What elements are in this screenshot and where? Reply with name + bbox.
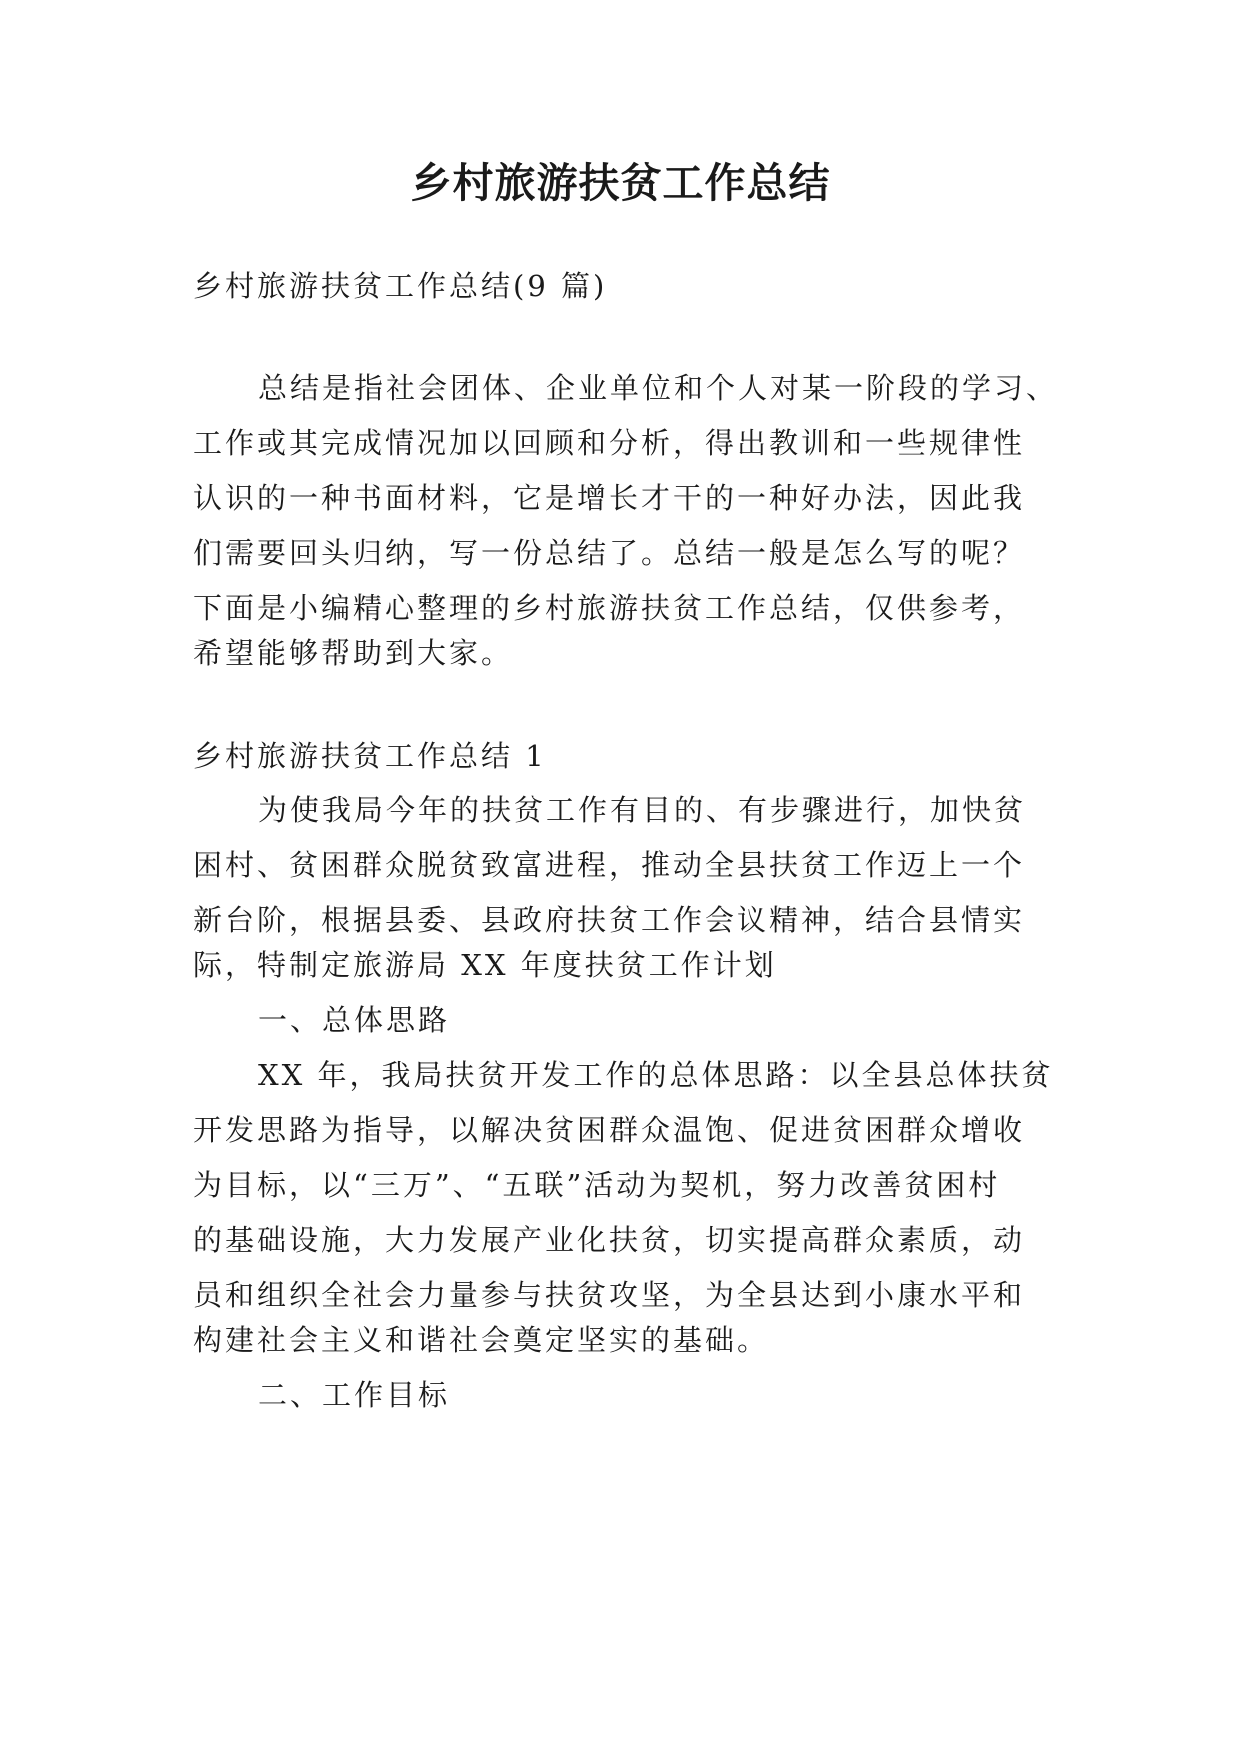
- intro-line: 总结是指社会团体、企业单位和个人对某一阶段的学习、: [258, 371, 1059, 405]
- section-line: 为使我局今年的扶贫工作有目的、有步骤进行，加快贫: [258, 793, 1027, 827]
- document-subtitle: 乡村旅游扶贫工作总结(9 篇): [193, 269, 608, 303]
- intro-line: 希望能够帮助到大家。: [193, 636, 514, 670]
- section-line: 困村、贫困群众脱贫致富进程，推动全县扶贫工作迈上一个: [193, 848, 1026, 882]
- body-line: XX 年，我局扶贫开发工作的总体思路：以全县总体扶贫: [258, 1058, 1054, 1092]
- intro-line: 下面是小编精心整理的乡村旅游扶贫工作总结，仅供参考，: [193, 591, 1026, 625]
- section-line: 新台阶，根据县委、县政府扶贫工作会议精神，结合县情实: [193, 903, 1026, 937]
- body-line: 构建社会主义和谐社会奠定坚实的基础。: [193, 1323, 770, 1357]
- body-line: 员和组织全社会力量参与扶贫攻坚，为全县达到小康水平和: [193, 1278, 1026, 1312]
- intro-line: 认识的一种书面材料，它是增长才干的一种好办法，因此我: [193, 481, 1026, 515]
- body-line: 开发思路为指导，以解决贫困群众温饱、促进贫困群众增收: [193, 1113, 1026, 1147]
- body-line: 为目标，以“三万”、“五联”活动为契机，努力改善贫困村: [193, 1168, 1001, 1202]
- intro-line: 们需要回头归纳，写一份总结了。总结一般是怎么写的呢？: [193, 536, 1026, 570]
- intro-line: 工作或其完成情况加以回顾和分析，得出教训和一些规律性: [193, 426, 1026, 460]
- body-line: 的基础设施，大力发展产业化扶贫，切实提高群众素质，动: [193, 1223, 1026, 1257]
- document-title: 乡村旅游扶贫工作总结: [410, 159, 831, 207]
- heading-work-goals: 二、工作目标: [258, 1378, 451, 1412]
- section-title: 乡村旅游扶贫工作总结 1: [193, 739, 547, 773]
- heading-overall-approach: 一、总体思路: [258, 1003, 451, 1037]
- section-line: 际，特制定旅游局 XX 年度扶贫工作计划: [193, 948, 777, 982]
